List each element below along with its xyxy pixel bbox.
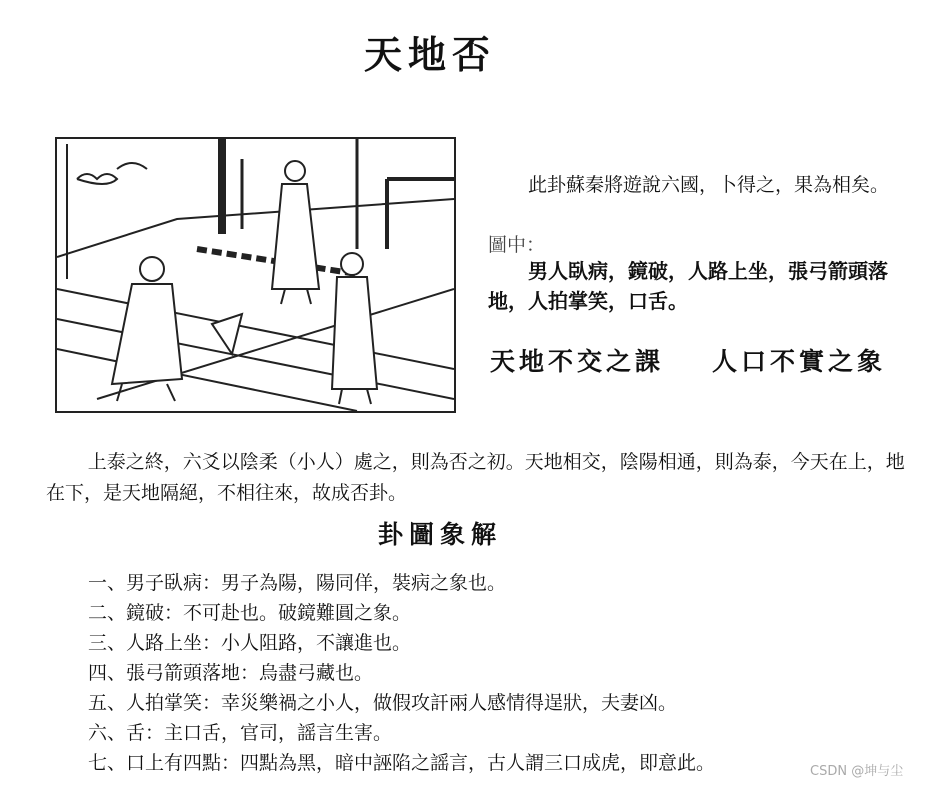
figure-label: 圖中： bbox=[488, 234, 546, 256]
list-item: 二、鏡破：不可赴也。破鏡難圓之象。 bbox=[88, 602, 412, 624]
motto-right: 人口不實之象 bbox=[712, 347, 887, 376]
page-title: 天地否 bbox=[363, 32, 496, 77]
intro-paragraph: 上泰之終，六爻以陰柔（小人）處之，則為否之初。天地相交，陰陽相通，則為泰，今天在上，地在下，是天地隔絕，不相往來，故成否卦。 bbox=[46, 451, 905, 504]
list-item: 六、舌：主口舌，官司，謡言生害。 bbox=[88, 722, 393, 744]
list-item: 四、張弓箭頭落地：烏盡弓藏也。 bbox=[88, 662, 374, 684]
list-item: 三、人路上坐：小人阻路，不讓進也。 bbox=[88, 632, 412, 654]
figure-description: 男人臥病，鏡破，人路上坐，張弓箭頭落地，人拍掌笑，口舌。 bbox=[488, 259, 888, 313]
list-item: 五、人拍掌笑：幸災樂禍之小人，做假攻訐兩人感情得逞狀，夫妻凶。 bbox=[88, 692, 678, 714]
list-item: 七、口上有四點：四點為黑，暗中誣陷之謡言，古人謂三口成虎，即意此。 bbox=[88, 752, 716, 774]
interpretation-list bbox=[88, 568, 715, 778]
list-item: 一、男子臥病：男子為陽，陽同佯，裝病之象也。 bbox=[88, 572, 507, 594]
woodcut-illustration bbox=[55, 137, 456, 413]
motto-left: 天地不交之課 bbox=[490, 347, 665, 376]
watermark: CSDN @坤与尘 bbox=[810, 764, 904, 779]
story-caption: 此卦蘇秦將遊說六國，卜得之，果為相矣。 bbox=[528, 174, 890, 196]
section-title: 卦圖象解 bbox=[377, 520, 502, 549]
